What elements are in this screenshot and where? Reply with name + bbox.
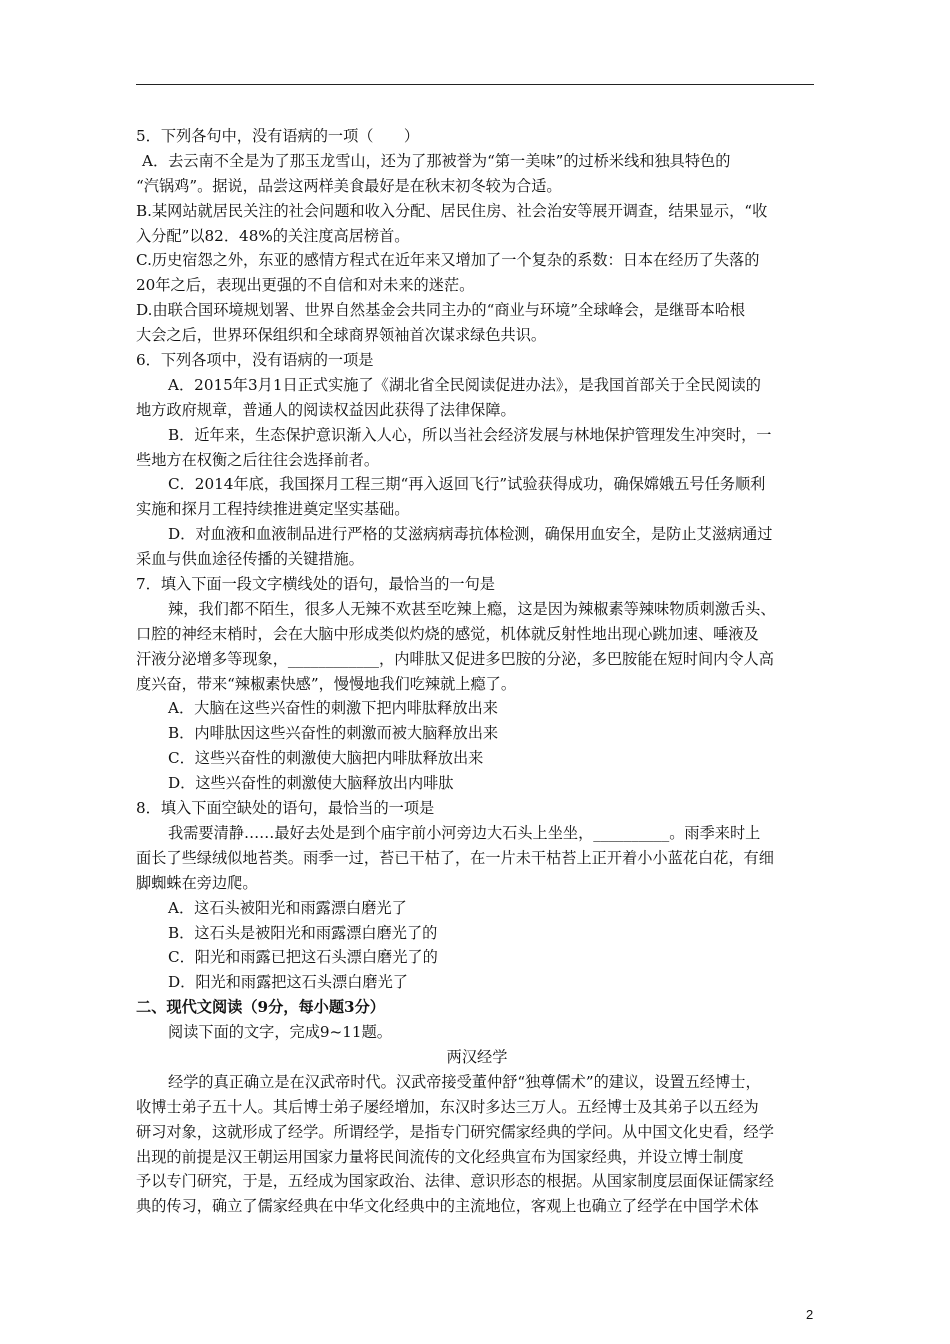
- question-6-option-a-cont: 地方政府规章，普通人的阅读权益因此获得了法律保障。: [136, 400, 516, 419]
- question-5-option-c: C.历史宿怨之外，东亚的感情方程式在近年来又增加了一个复杂的系数：日本在经历了失落的: [136, 251, 760, 270]
- question-8-option-b: B．这石头是被阳光和雨露漂白磨光了的: [168, 923, 438, 942]
- question-7-option-b: B．内啡肽因这些兴奋性的刺激而被大脑释放出来: [168, 724, 499, 743]
- question-5-option-b: B.某网站就居民关注的社会问题和收入分配、居民住房、社会治安等展开调查，结果显示，“收: [136, 201, 768, 220]
- question-5-option-d-cont: 大会之后，世界环保组织和全球商界领袖首次谋求绿色共识。: [136, 326, 547, 345]
- question-5-option-a-cont: “汽锅鸡”。据说，品尝这两样美食最好是在秋末初冬较为合适。: [136, 176, 562, 195]
- question-7-passage-cont: 口腔的神经末梢时，会在大脑中形成类似灼烧的感觉，机体就反射性地出现心跳加速、唾液及: [136, 624, 759, 643]
- page-number: 2: [806, 1307, 814, 1322]
- question-8-stem: 8．填入下面空缺处的语句，最恰当的一项是: [136, 799, 435, 818]
- question-5-stem: 5．下列各句中，没有语病的一项（ ）: [136, 127, 420, 145]
- question-7-stem: 7．填入下面一段文字横线处的语句，最恰当的一句是: [136, 575, 495, 594]
- section-heading: 二、现代文阅读（9分，每小题3分）: [136, 998, 385, 1017]
- question-5-option-d: D.由联合国环境规划署、世界自然基金会共同主办的“商业与环境”全球峰会，是继哥本哈根: [136, 301, 746, 320]
- header-rule: [136, 84, 814, 85]
- question-7-option-a: A．大脑在这些兴奋性的刺激下把内啡肽释放出来: [168, 699, 498, 718]
- passage-paragraph-cont: 研习对象，这就形成了经学。所谓经学，是指专门研究儒家经典的学问。从中国文化史看，经学: [136, 1122, 774, 1141]
- passage-paragraph-cont: 收博士弟子五十人。其后博士弟子屡经增加，东汉时多达三万人。五经博士及其弟子以五经为: [136, 1097, 759, 1116]
- question-8-option-a: A．这石头被阳光和雨露漂白磨光了: [168, 898, 407, 917]
- passage-paragraph-cont: 予以专门研究，于是，五经成为国家政治、法律、意识形态的根据。从国家制度层面保证儒家经: [136, 1172, 774, 1191]
- question-5-option-b-cont: 入分配”以82．48%的关注度高居榜首。: [136, 226, 410, 245]
- question-8-passage-cont: 脚蜘蛛在旁边爬。: [136, 873, 258, 892]
- question-5-option-c-cont: 20年之后，表现出更强的不自信和对未来的迷茫。: [136, 276, 475, 295]
- question-8-option-d: D．阳光和雨露把这石头漂白磨光了: [168, 973, 408, 992]
- passage-paragraph-cont: 典的传习，确立了儒家经典在中华文化经典中的主流地位，客观上也确立了经学在中国学术体: [136, 1197, 759, 1216]
- question-6-option-c-cont: 实施和探月工程持续推进奠定坚实基础。: [136, 500, 410, 519]
- question-8-passage: 我需要清静……最好去处是到个庙宇前小河旁边大石头上坐坐，__________。雨季来时上: [168, 823, 761, 842]
- question-7-passage-cont: 度兴奋，带来“辣椒素快感”，慢慢地我们吃辣就上瘾了。: [136, 674, 517, 693]
- question-6-option-c: C．2014年底，我国探月工程三期“再入返回飞行”试验获得成功，确保嫦娥五号任务顺利: [168, 475, 766, 494]
- question-5-option-a: A．去云南不全是为了那玉龙雪山，还为了那被誉为“第一美味”的过桥米线和独具特色的: [142, 151, 731, 170]
- question-7-option-d: D．这些兴奋性的刺激使大脑释放出内啡肽: [168, 774, 454, 793]
- question-7-passage-cont: 汗液分泌增多等现象，____________，内啡肽又促进多巴胺的分泌，多巴胺能在短时间内令人高: [136, 649, 774, 668]
- question-6-option-b: B．近年来，生态保护意识渐入人心，所以当社会经济发展与林地保护管理发生冲突时，一: [168, 425, 772, 444]
- question-8-passage-cont: 面长了些绿绒似地苔类。雨季一过，苔已干枯了，在一片未干枯苔上正开着小小蓝花白花，有细: [136, 848, 774, 867]
- question-6-option-d: D．对血液和血液制品进行严格的艾滋病病毒抗体检测，确保用血安全，是防止艾滋病通过: [168, 525, 773, 544]
- passage-paragraph-cont: 出现的前提是汉王朝运用国家力量将民间流传的文化经典宣布为国家经典，并设立博士制度: [136, 1147, 744, 1166]
- question-6-stem: 6．下列各项中，没有语病的一项是: [136, 351, 374, 370]
- document-body: [136, 124, 818, 1219]
- reading-instruction: 阅读下面的文字，完成9~11题。: [168, 1023, 392, 1042]
- passage-title: 两汉经学: [446, 1047, 508, 1066]
- question-8-option-c: C．阳光和雨露已把这石头漂白磨光了的: [168, 948, 438, 967]
- question-7-option-c: C．这些兴奋性的刺激使大脑把内啡肽释放出来: [168, 749, 484, 768]
- passage-paragraph: 经学的真正确立是在汉武帝时代。汉武帝接受董仲舒“独尊儒术”的建议，设置五经博士，: [168, 1072, 761, 1091]
- question-6-option-a: A．2015年3月1日正式实施了《湖北省全民阅读促进办法》，是我国首部关于全民阅读的: [168, 375, 761, 394]
- question-7-passage: 辣，我们都不陌生，很多人无辣不欢甚至吃辣上瘾，这是因为辣椒素等辣味物质刺激舌头、: [168, 599, 776, 618]
- question-6-option-d-cont: 采血与供血途径传播的关键措施。: [136, 550, 364, 569]
- question-6-option-b-cont: 些地方在权衡之后往往会选择前者。: [136, 450, 379, 469]
